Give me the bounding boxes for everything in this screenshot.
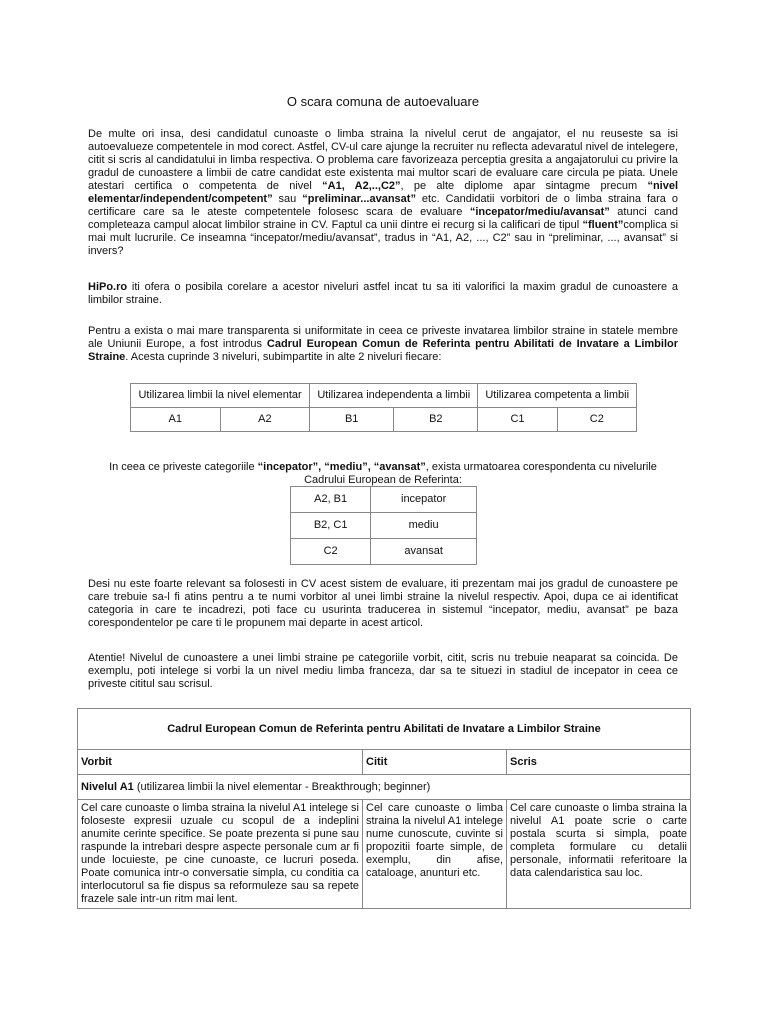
code-cell: A2 (220, 408, 310, 432)
desc-vorbit: Cel care cunoaste o limba straina la nivelul A1 intelege si foloseste expresii uzuale cu scopul de a indeplini anumite cerinte specifice. Se poate prezenta si pune sau raspunde la intrebari despre aspecte personale cum ar fi unde locuieste, pe cine cunoaste, ce lucruri poseda. Poate comunica intr-o conversatie simpla, cu conditia ca interlocutorul sa fie dispus sa reformuleze sau sa repete frazele sale intr-un ritm mai lent. (78, 800, 363, 909)
header-citit: Citit (363, 750, 507, 775)
header-vorbit: Vorbit (78, 750, 363, 775)
desc-citit: Cel care cunoaste o limba straina la nivelul A1 intelege nume cunoscute, cuvinte si propozitii foarte simple, de exemplu, din afise, cataloage, anunturi etc. (363, 800, 507, 909)
hipo-paragraph: HiPo.ro iti ofera o posibila corelare a acestor niveluri astfel incat tu sa iti valorifici la maxim gradul de cunoastere a limbilor straine. (88, 281, 678, 306)
cefr-table-title: Cadrul European Comun de Referinta pentru Abilitati de Invatare a Limbilor Straine (78, 709, 691, 750)
group-independent: Utilizarea independenta a limbii (310, 384, 478, 408)
corr-category: incepator (371, 487, 477, 513)
level-name: Nivelul A1 (81, 780, 134, 793)
cefr-title-row (78, 709, 691, 750)
attention-paragraph: Atentie! Nivelul de cunoastere a unei limbi straine pe categoriile vorbit, citit, scris nu trebuie neaparat sa coincida. De exemplu, poti intelege si vorbi la un nivel mediu limba franceza, dar sa te situezi in stadiul de incepator in ceea ce priveste cititul sau scrisul. (88, 652, 678, 690)
correspondence-table (290, 486, 477, 565)
levels-table (130, 383, 637, 432)
cefr-table (77, 708, 691, 909)
header-scris: Scris (507, 750, 691, 775)
group-elementar: Utilizarea limbii la nivel elementar (131, 384, 310, 408)
code-cell: C2 (557, 408, 636, 432)
cefr-level-row (78, 775, 691, 800)
table-row (291, 487, 477, 513)
cefr-description-row (78, 800, 691, 909)
relevance-paragraph: Desi nu este foarte relevant sa folosesti in CV acest sistem de evaluare, iti prezentam mai jos gradul de cunoastere pe care trebuie sa-l fi atins pentru a te numi vorbitor al unei limbi straine la nivelul respectiv. Apoi, dupa ce ai identificat categoria in care te incadrezi, poti face cu usurinta traducerea in sistemul “incepator, mediu, avansat” pe baza corespondentelor pe care ti le propunem mai departe in acest articol. (88, 578, 678, 629)
code-cell: A1 (131, 408, 221, 432)
page-title: O scara comuna de autoevaluare (286, 94, 480, 109)
corr-level: A2, B1 (291, 487, 371, 513)
code-cell: C1 (478, 408, 557, 432)
levels-code-row (131, 408, 637, 432)
corr-category: avansat (371, 539, 477, 565)
table-row (291, 539, 477, 565)
code-cell: B2 (394, 408, 478, 432)
level-description: (utilizarea limbii la nivel elementar - Breakthrough; beginner) (133, 780, 431, 793)
intro-paragraph: De multe ori insa, desi candidatul cunoaste o limba straina la nivelul cerut de angajator, el nu reuseste sa isi autoevalueze competentele in mod corect. Astfel, CV-ul care ajunge la recruiter nu reflecta adevaratul nivel de intelegere, citit si scris al candidatului in limba respectiva. O problema care favorizeaza perceptia gresita a angajatorului cu privire la gradul de cunoastere a limbii de catre candidat este existenta mai multor scari de evaluare care circula pe piata. Unele atestari certifica o competenta de nivel “A1, A2,..,C2”, pe alte diplome apar sintagme precum “nivel elementar/independent/competent” sau “preliminar...avansat” etc. Candidatii vorbitori de o limba straina fara o certificare care sa le ateste competentele folosesc scara de evaluare “incepator/mediu/avansat” atunci cand completeaza campul alocat limbilor straine in CV. Faptul ca unii dintre ei recurg si la calificari de tipul “fluent”complica si mai mult lucrurile. Ce inseamna “incepator/mediu/avansat”, tradus in “A1, A2, ..., C2” sau in “preliminar, ..., avansat” si invers? (88, 128, 679, 257)
table-row (291, 513, 477, 539)
corr-level: B2, C1 (291, 513, 371, 539)
corr-level: C2 (291, 539, 371, 565)
code-cell: B1 (310, 408, 394, 432)
desc-scris: Cel care cunoaste o limba straina la nivelul A1 poate scrie o carte postala scurta si simpla, poate completa formulare cu detalii personale, informatii referitoare la data calendaristica sau loc. (507, 800, 691, 909)
correspondence-intro: In ceea ce priveste categoriile “incepator”, “mediu”, “avansat”, exista urmatoarea corespondenta cu nivelurile Cadrului European de Referinta: (109, 461, 657, 486)
cefr-intro-paragraph: Pentru a exista o mai mare transparenta si uniformitate in ceea ce priveste invatarea limbilor straine in statele membre ale Uniunii Europe, a fost introdus Cadrul European Comun de Referinta pentru Abilitati de Invatare a Limbilor Straine. Acesta cuprinde 3 niveluri, subimpartite in alte 2 niveluri fiecare: (88, 325, 679, 363)
corr-category: mediu (371, 513, 477, 539)
cefr-header-row (78, 750, 691, 775)
group-competent: Utilizarea competenta a limbii (478, 384, 637, 408)
levels-group-row (131, 384, 637, 408)
